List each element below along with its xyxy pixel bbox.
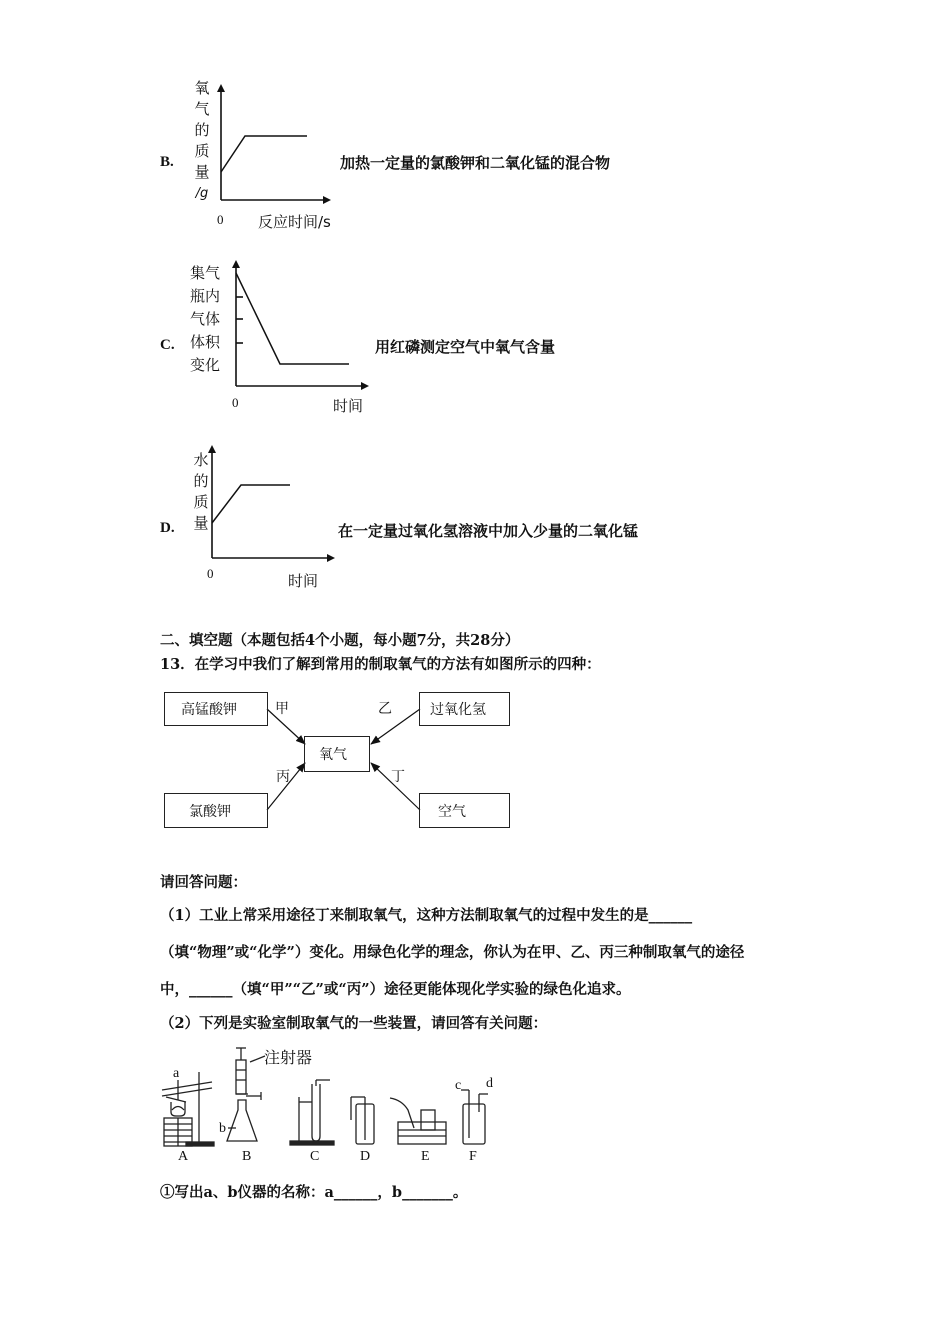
graph-c-ylabel-line: 集气 (190, 264, 221, 282)
graph-c-caption: 用红磷测定空气中氧气含量 (375, 338, 556, 356)
apparatus-label-D: D (360, 1149, 371, 1164)
apparatus-label-a-small: a (173, 1066, 180, 1081)
graph-b-ylabel-char: /g (195, 186, 209, 201)
apparatus-label-B: B (242, 1149, 252, 1164)
graph-c-curve (236, 273, 349, 364)
apparatus-label-E: E (421, 1149, 430, 1164)
question-2-sub1: ①写出a、b仪器的名称：a______，b_______。 (160, 1184, 468, 1201)
box-potassium-chlorate: 氯酸钾 (164, 793, 268, 828)
syringe-label: 注射器 (264, 1048, 313, 1067)
route-jia: 甲 (275, 701, 289, 717)
section-heading: 二、填空题（本题包括4个小题，每小题7分，共28分） (160, 632, 520, 649)
graph-b-xlabel: 反应时间/s (258, 213, 331, 231)
question-1-line2: （填“物理”或“化学”）变化。用绿色化学的理念，你认为在甲、乙、丙三种制取氧气的途径 (160, 944, 745, 961)
option-c-letter: C. (160, 337, 175, 353)
graph-b-ylabel-char: 的 (194, 121, 210, 139)
apparatus-d (351, 1097, 374, 1144)
graph-b-ylabel-char: 质 (194, 142, 210, 160)
apparatus-e (390, 1098, 446, 1144)
graph-d-axes (212, 447, 333, 558)
route-ding: 丁 (391, 769, 405, 785)
graph-b-ylabel-char: 量 (194, 163, 210, 181)
graph-c-ylabel-line: 瓶内 (190, 287, 221, 305)
graph-d-xlabel: 时间 (288, 572, 319, 590)
question-1-line3: 中，______（填“甲”“乙”或“丙”）途径更能体现化学实验的绿色化追求。 (160, 981, 631, 998)
graph-b-ylabel-char: 氧 (194, 79, 210, 97)
route-bing: 丙 (276, 769, 290, 785)
apparatus-drawing (162, 1048, 488, 1146)
box-potassium-permanganate: 高锰酸钾 (164, 692, 268, 726)
option-d-letter: D. (160, 520, 175, 536)
apparatus-a (162, 1072, 214, 1146)
graph-d-origin: 0 (207, 566, 214, 581)
option-b-letter: B. (160, 154, 174, 170)
question-prompt: 请回答问题： (160, 874, 247, 891)
graph-c-ylabel-line: 体积 (190, 333, 221, 351)
question-2: （2）下列是实验室制取氧气的一些装置，请回答有关问题： (160, 1015, 548, 1032)
apparatus-label-d-small: d (486, 1076, 493, 1091)
box-air: 空气 (419, 793, 510, 828)
graph-b-axes (221, 86, 329, 200)
graph-b-ylabel-char: 气 (194, 100, 210, 118)
graph-c-xlabel: 时间 (333, 397, 364, 415)
graph-c-ylabel-line: 气体 (190, 310, 221, 328)
graph-d-ylabel-char: 水 (193, 451, 209, 469)
apparatus-label-b-small: b (219, 1121, 226, 1136)
apparatus-f (461, 1090, 488, 1144)
apparatus-label-c-small: c (455, 1078, 462, 1093)
graph-c-origin: 0 (232, 395, 239, 410)
apparatus-label-C: C (310, 1149, 320, 1164)
apparatus-b (227, 1048, 265, 1141)
graph-d-ylabel-char: 量 (193, 514, 209, 532)
question-13-intro: 13．在学习中我们了解到常用的制取氧气的方法有如图所示的四种： (160, 656, 601, 673)
box-oxygen: 氧气 (304, 736, 370, 772)
graph-d-caption: 在一定量过氧化氢溶液中加入少量的二氧化锰 (338, 522, 639, 540)
apparatus-label-F: F (469, 1149, 477, 1164)
graph-c-axes (236, 262, 367, 386)
graph-b-caption: 加热一定量的氯酸钾和二氧化锰的混合物 (340, 154, 611, 172)
question-1-line1: （1）工业上常采用途径丁来制取氧气，这种方法制取氧气的过程中发生的是______ (160, 907, 693, 924)
graph-d-ylabel-char: 质 (193, 493, 209, 511)
apparatus-label-A: A (178, 1149, 189, 1164)
graph-d-ylabel-char: 的 (193, 472, 209, 490)
graph-b-curve (221, 136, 307, 172)
box-hydrogen-peroxide: 过氧化氢 (419, 692, 510, 726)
route-yi: 乙 (378, 701, 392, 717)
graph-b-origin: 0 (217, 212, 224, 227)
graph-c-ylabel-line: 变化 (190, 356, 221, 374)
graph-d-curve (212, 485, 290, 523)
apparatus-c (290, 1080, 334, 1145)
